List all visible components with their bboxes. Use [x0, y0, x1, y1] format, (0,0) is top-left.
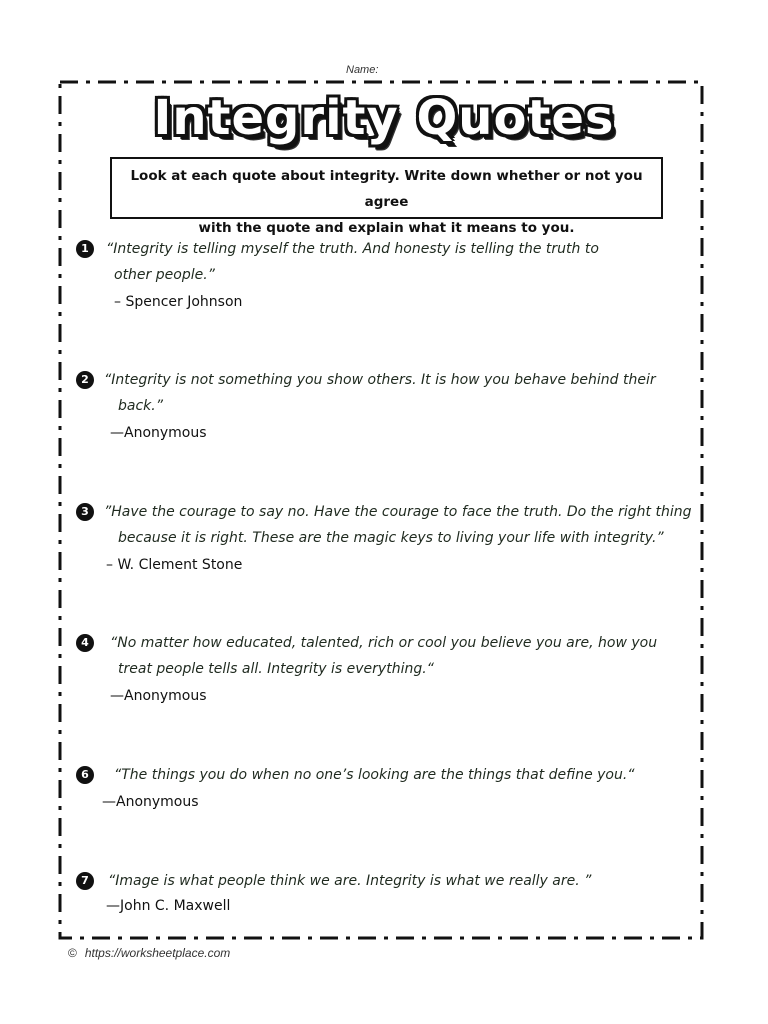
instruction-line-2: with the quote and explain what it means to you.: [198, 220, 575, 236]
copyright-icon: ©: [68, 946, 77, 960]
quote-text-line-2: treat people tells all. Integrity is everything.“: [118, 661, 434, 677]
quote-number-badge: 4: [76, 634, 94, 652]
quote-text-line-2: back.”: [118, 398, 163, 414]
quote-author: —Anonymous: [102, 794, 199, 810]
quote-text-line-2: other people.”: [114, 267, 215, 283]
quote-number-badge: 3: [76, 503, 94, 521]
quote-number-badge: 7: [76, 872, 94, 890]
quote-number-badge: 6: [76, 766, 94, 784]
quote-author: —John C. Maxwell: [106, 898, 231, 914]
quote-text-line-1: “Integrity is telling myself the truth. And honesty is telling the truth to: [106, 241, 599, 257]
quote-number-badge: 1: [76, 240, 94, 258]
name-label: Name:: [346, 64, 379, 76]
quote-number-badge: 2: [76, 371, 94, 389]
quote-text-line-2: because it is right. These are the magic keys to living your life with integrity.”: [118, 530, 664, 546]
footer-credit: [68, 946, 230, 960]
instruction-line-1: Look at each quote about integrity. Write down whether or not you agree: [130, 168, 643, 210]
footer-url: https://worksheetplace.com: [84, 946, 231, 960]
quote-author: – Spencer Johnson: [114, 294, 243, 310]
quote-author: —Anonymous: [110, 688, 207, 704]
instruction-box: [110, 157, 663, 236]
worksheet-title: Integrity Quotes: [153, 90, 615, 146]
quote-text-line-1: “Image is what people think we are. Integrity is what we really are. ”: [108, 873, 592, 889]
quote-text-line-1: “Integrity is not something you show others. It is how you behave behind their: [104, 372, 656, 388]
quote-text-line-1: “The things you do when no one’s looking are the things that define you.“: [114, 767, 635, 783]
quote-author: – W. Clement Stone: [106, 557, 243, 573]
quote-author: —Anonymous: [110, 425, 207, 441]
quote-text-line-1: ”Have the courage to say no. Have the courage to face the truth. Do the right thing: [104, 504, 692, 520]
quote-text-line-1: “No matter how educated, talented, rich or cool you believe you are, how you: [110, 635, 658, 651]
